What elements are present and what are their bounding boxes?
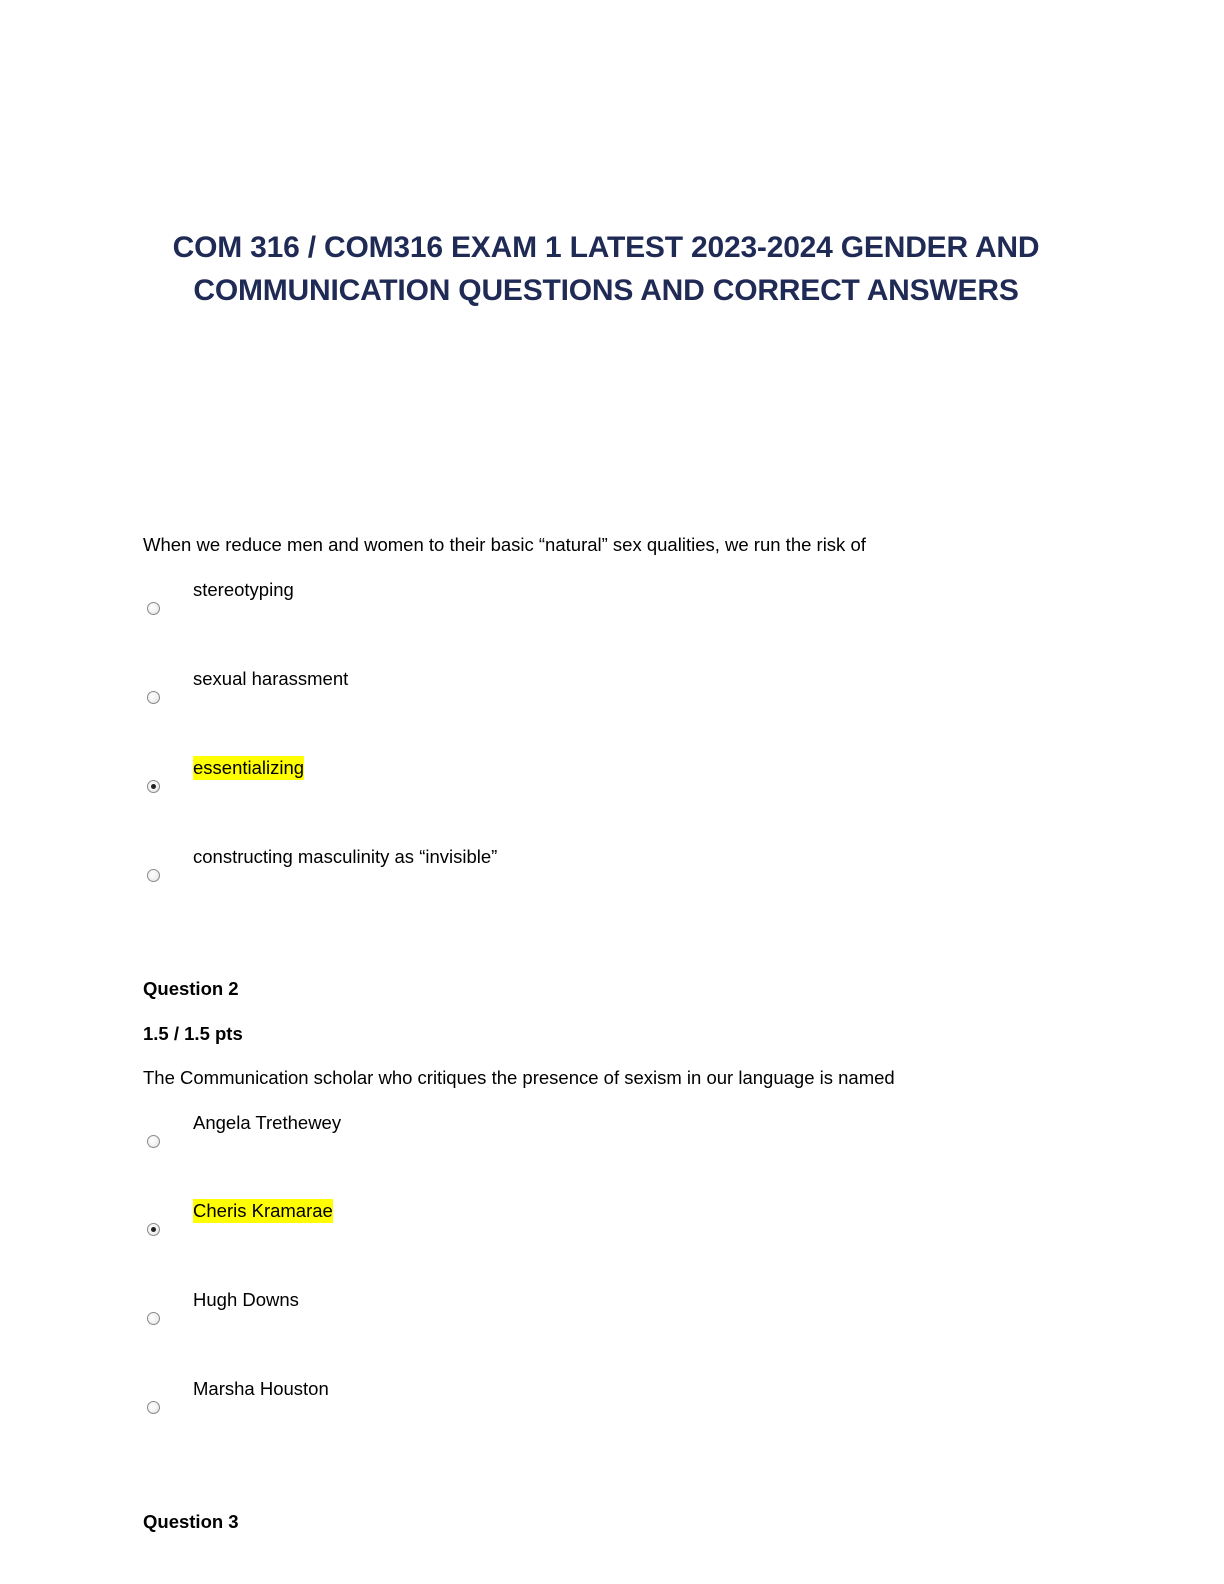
- question-1-prompt: When we reduce men and women to their basic “natural” sex qualities, we run the risk of: [143, 534, 866, 555]
- option-label-highlighted: Cheris Kramarae: [193, 1200, 333, 1221]
- question-2-heading: Question 2: [143, 978, 239, 999]
- option-label: Hugh Downs: [193, 1289, 299, 1310]
- question-1-option-3[interactable]: [143, 756, 1043, 816]
- document-title: COM 316 / COM316 EXAM 1 LATEST 2023-2024 GENDER AND COMMUNICATION QUESTIONS AND CORRECT ANSWERS: [172, 231, 1040, 307]
- question-2-option-4[interactable]: [143, 1377, 1043, 1437]
- radio-button-unchecked[interactable]: [147, 602, 160, 615]
- radio-button-unchecked[interactable]: [147, 1312, 160, 1325]
- question-2-option-2[interactable]: [143, 1199, 1043, 1259]
- question-1-option-2[interactable]: [143, 667, 1043, 727]
- option-label: Marsha Houston: [193, 1378, 329, 1399]
- option-label: sexual harassment: [193, 668, 349, 689]
- option-label-highlighted: essentializing: [193, 757, 305, 778]
- option-label: Angela Trethewey: [193, 1112, 342, 1133]
- question-1-option-1[interactable]: [143, 578, 1043, 638]
- question-1-option-4[interactable]: [143, 845, 1043, 905]
- radio-button-unchecked[interactable]: [147, 691, 160, 704]
- question-2-prompt: The Communication scholar who critiques the presence of sexism in our language is named: [143, 1067, 895, 1088]
- question-2-option-3[interactable]: [143, 1288, 1043, 1348]
- radio-button-unchecked[interactable]: [147, 1401, 160, 1414]
- option-label: stereotyping: [193, 579, 294, 600]
- question-2-points: 1.5 / 1.5 pts: [143, 1023, 243, 1044]
- question-3-heading: Question 3: [143, 1511, 239, 1532]
- radio-button-unchecked[interactable]: [147, 869, 160, 882]
- radio-button-checked[interactable]: [147, 780, 160, 793]
- option-label: constructing masculinity as “invisible”: [193, 846, 498, 867]
- radio-button-checked[interactable]: [147, 1223, 160, 1236]
- question-2-option-1[interactable]: [143, 1111, 1043, 1171]
- radio-button-unchecked[interactable]: [147, 1135, 160, 1148]
